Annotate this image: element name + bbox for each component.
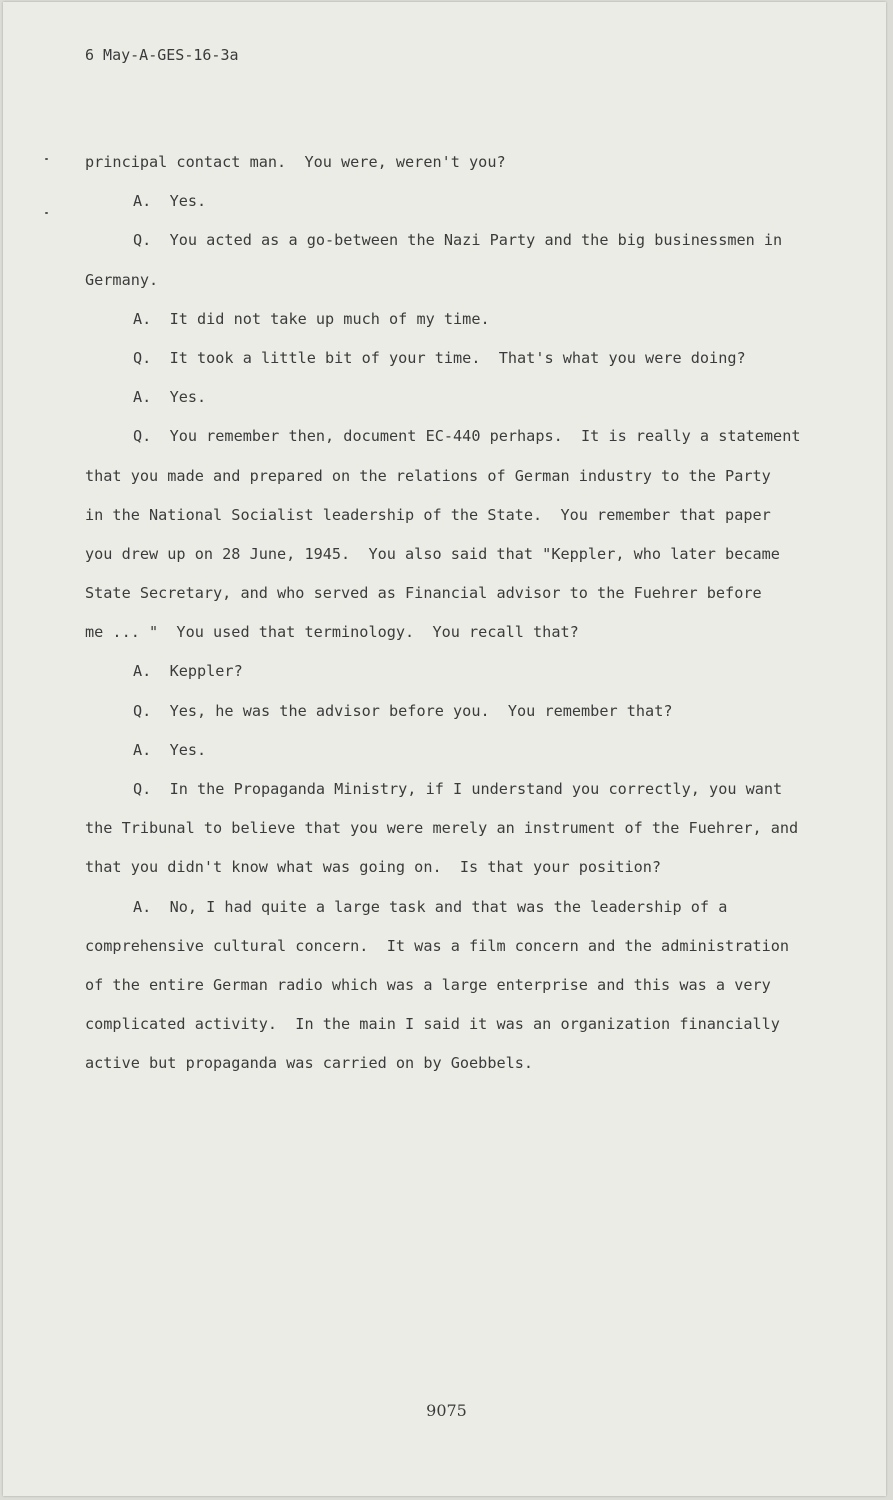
transcript-body [85, 143, 845, 1084]
transcript-line: of the entire German radio which was a large enterprise and this was a very [85, 975, 771, 994]
paper-speck [45, 158, 48, 160]
transcript-line: me ... " You used that terminology. You recall that? [85, 623, 579, 642]
transcript-line: in the National Socialist leadership of the State. You remember that paper [85, 505, 771, 524]
transcript-line: State Secretary, and who served as Financial advisor to the Fuehrer before [85, 584, 762, 603]
transcript-line: A. Yes. [133, 740, 207, 759]
transcript-line: Q. You remember then, document EC-440 perhaps. It is really a statement [133, 427, 801, 446]
document-page [3, 2, 886, 1496]
page-identifier: 6 May-A-GES-16-3a [85, 46, 239, 64]
transcript-line: A. No, I had quite a large task and that was the leadership of a [133, 897, 728, 916]
transcript-line: Q. It took a little bit of your time. That's what you were doing? [133, 348, 746, 367]
transcript-line: complicated activity. In the main I said it was an organization financially [85, 1015, 780, 1034]
transcript-line: Q. You acted as a go-between the Nazi Party and the big businessmen in [133, 231, 783, 250]
transcript-line: A. It did not take up much of my time. [133, 309, 490, 328]
transcript-line: A. Yes. [133, 192, 207, 211]
transcript-line: active but propaganda was carried on by Goebbels. [85, 1054, 534, 1073]
transcript-line: you drew up on 28 June, 1945. You also said that "Keppler, who later became [85, 544, 780, 563]
page-number: 9075 [426, 1401, 467, 1420]
transcript-line: Q. In the Propaganda Ministry, if I understand you correctly, you want [133, 780, 783, 798]
transcript-line: principal contact man. You were, weren't you? [85, 153, 506, 171]
transcript-line: that you made and prepared on the relations of German industry to the Party [85, 466, 771, 485]
transcript-line: Q. Yes, he was the advisor before you. You remember that? [133, 701, 673, 720]
paper-speck [45, 212, 48, 214]
transcript-line: A. Keppler? [133, 662, 243, 681]
transcript-line: the Tribunal to believe that you were merely an instrument of the Fuehrer, and [85, 819, 799, 838]
transcript-line: comprehensive cultural concern. It was a film concern and the administration [85, 936, 790, 955]
transcript-line: Germany. [85, 270, 159, 289]
transcript-line: that you didn't know what was going on. Is that your position? [85, 858, 662, 877]
transcript-line: A. Yes. [133, 388, 207, 407]
